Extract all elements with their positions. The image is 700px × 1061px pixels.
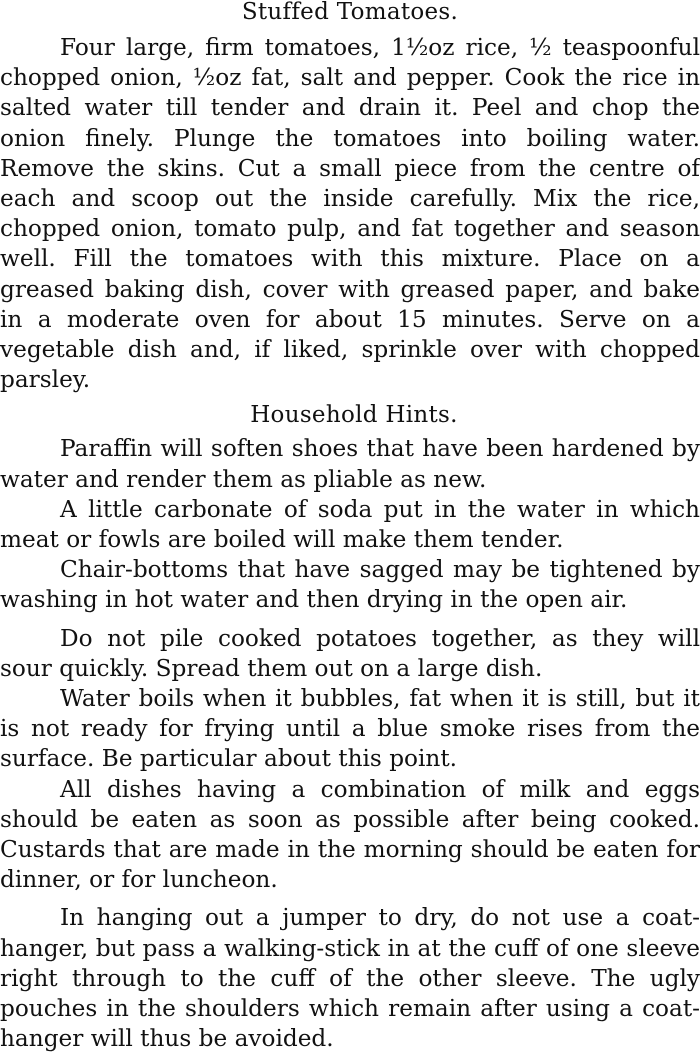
hints-title: Household Hints. — [250, 402, 458, 429]
hint-paragraph: In hanging out a jumper to dry, do not use a coat-hanger, but pass a walking-stick in at the cuff of one sleeve right through to the cuff of the other sleeve. The ugly pouches in the shoulders which remain after using a coat-hanger will thus be avoided. — [0, 904, 700, 1053]
hint-paragraph: Paraffin will soften shoes that have been hardened by water and render them as pliable as new. — [0, 435, 700, 493]
hint-paragraph: Water boils when it bubbles, fat when it is still, but it is not ready for frying until a blue smoke rises from the surface. Be particular about this point. — [0, 685, 700, 773]
recipe-text: Four large, firm tomatoes, 1½oz rice, ½ teaspoonful chopped onion, ½oz fat, salt and pepper. Cook the rice in salted water till tender and drain it. Peel and chop the onion finely. Plunge the tomatoes into boiling water. Remove the skins. Cut a small piece from the centre of each and scoop out the inside carefully. Mix the rice, chopped onion, tomato pulp, and fat together and season well. Fill the tomatoes with this mixture. Place on a greased baking dish, cover with greased paper, and bake in a moderate oven for about 15 minutes. Serve on a vegetable dish and, if liked, sprinkle over with chopped parsley. — [0, 34, 700, 394]
hint-paragraph: Chair-bottoms that have sagged may be tightened by washing in hot water and then drying in the open air. — [0, 556, 700, 614]
recipe-title: Stuffed Tomatoes. — [241, 0, 459, 25]
hint-paragraph: A little carbonate of soda put in the water in which meat or fowls are boiled will make them tender. — [0, 495, 700, 554]
hint-paragraph: All dishes having a combination of milk and eggs should be eaten as soon as possible after being cooked. Custards that are made in the morning should be eaten for dinner, or for luncheon. — [0, 775, 700, 894]
hint-paragraph: Do not pile cooked potatoes together, as they will sour quickly. Spread them out on a large dish. — [0, 624, 700, 682]
